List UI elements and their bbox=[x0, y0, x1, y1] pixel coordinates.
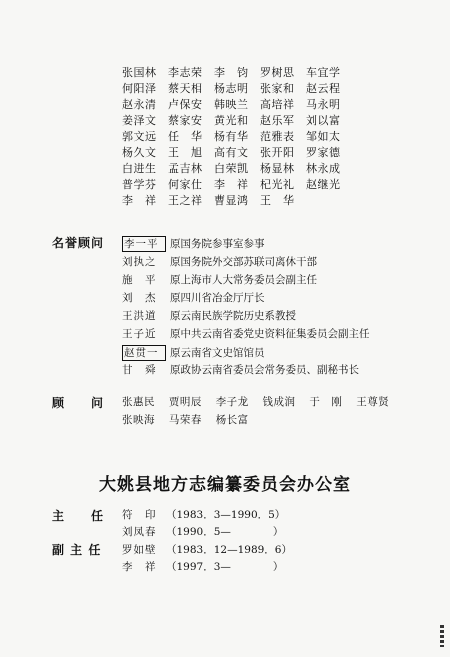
deputy-director-term: （1983．12—1989．6） bbox=[166, 544, 292, 556]
member-name: 李 祥 bbox=[122, 194, 157, 207]
member-name: 杨志明 bbox=[214, 82, 249, 95]
member-name: 李志荣 bbox=[168, 66, 203, 79]
consultant-name: 贾明辰 bbox=[168, 396, 202, 408]
member-name: 孟吉林 bbox=[168, 162, 203, 175]
member-name: 张国林 bbox=[122, 66, 157, 79]
advisor-name: 王子近 bbox=[122, 328, 157, 340]
member-name: 林永成 bbox=[306, 162, 341, 175]
honorary-advisor-row bbox=[122, 291, 265, 305]
member-name: 白进生 bbox=[122, 162, 157, 175]
member-name: 何阳泽 bbox=[122, 82, 157, 95]
director-name: 刘凤春 bbox=[122, 526, 157, 538]
member-name: 任 华 bbox=[168, 130, 203, 143]
member-name: 杨有华 bbox=[214, 130, 249, 143]
deputy-director-row bbox=[122, 543, 292, 557]
consultants-row-2 bbox=[122, 413, 259, 427]
director-term: （1990．5— ） bbox=[166, 526, 284, 538]
member-name: 李 祥 bbox=[214, 178, 249, 191]
office-title: 大姚县地方志编纂委员会办公室 bbox=[99, 475, 351, 495]
honorary-advisor-row bbox=[122, 327, 370, 341]
member-name: 黄光和 bbox=[214, 114, 249, 127]
director-row bbox=[122, 525, 283, 539]
member-name: 白荣凯 bbox=[214, 162, 249, 175]
consultant-name: 马荣春 bbox=[168, 414, 202, 426]
member-name: 杞光礼 bbox=[260, 178, 295, 191]
deputy-director-name: 李 祥 bbox=[122, 561, 157, 573]
consultant-name: 钱成润 bbox=[262, 396, 296, 408]
member-name: 王 旭 bbox=[168, 146, 203, 159]
member-name: 刘以富 bbox=[306, 114, 341, 127]
member-name: 李 钧 bbox=[214, 66, 249, 79]
director-label: 主 任 bbox=[52, 509, 105, 523]
advisor-title: 原国务院参事室参事 bbox=[170, 238, 265, 250]
honorary-advisor-row bbox=[122, 273, 317, 287]
consultant-name: 杨长富 bbox=[215, 414, 249, 426]
member-name: 邹如太 bbox=[306, 130, 341, 143]
member-name: 蔡天相 bbox=[168, 82, 203, 95]
member-name: 马永明 bbox=[306, 98, 341, 111]
member-name: 杨久文 bbox=[122, 146, 157, 159]
honorary-advisor-row bbox=[122, 255, 317, 269]
consultant-name: 张惠民 bbox=[122, 396, 155, 408]
advisor-title: 原云南省文史馆馆员 bbox=[170, 347, 265, 359]
member-name: 郭文远 bbox=[122, 130, 157, 143]
member-name: 蔡家安 bbox=[168, 114, 203, 127]
consultant-name: 张映海 bbox=[122, 414, 155, 426]
honorary-advisor-row bbox=[122, 309, 296, 323]
honorary-advisor-row bbox=[122, 236, 265, 252]
member-name: 何家仕 bbox=[168, 178, 203, 191]
member-name: 高培祥 bbox=[260, 98, 295, 111]
member-name: 范雅表 bbox=[260, 130, 295, 143]
member-name: 赵永清 bbox=[122, 98, 157, 111]
deputy-director-term: （1997．3— ） bbox=[166, 561, 284, 573]
member-name: 卢保安 bbox=[168, 98, 203, 111]
page-edge-mark bbox=[440, 625, 444, 647]
member-name: 姜泽文 bbox=[122, 114, 157, 127]
member-name: 张开阳 bbox=[260, 146, 295, 159]
member-name: 车宜学 bbox=[306, 66, 341, 79]
member-name: 张家和 bbox=[260, 82, 295, 95]
director-row bbox=[122, 508, 285, 522]
advisor-name: 李一平 bbox=[122, 236, 166, 252]
advisor-name: 刘 杰 bbox=[122, 292, 157, 304]
member-name: 普学芬 bbox=[122, 178, 157, 191]
advisor-name: 王洪道 bbox=[122, 310, 157, 322]
director-term: （1983．3—1990．5） bbox=[166, 509, 286, 521]
member-name: 王 华 bbox=[260, 194, 295, 207]
advisor-title: 原云南民族学院历史系教授 bbox=[170, 310, 296, 322]
advisor-title: 原上海市人大常务委员会副主任 bbox=[170, 274, 317, 286]
advisor-title: 原中共云南省委党史资料征集委员会副主任 bbox=[170, 328, 370, 340]
consultant-name: 王尊贤 bbox=[356, 396, 390, 408]
member-name: 罗树思 bbox=[260, 66, 295, 79]
deputy-director-name: 罗如壁 bbox=[122, 544, 157, 556]
honorary-advisors-label: 名誉顾问 bbox=[52, 236, 105, 250]
member-name: 曹显鸿 bbox=[214, 194, 249, 207]
member-name: 罗家德 bbox=[306, 146, 341, 159]
member-name: 赵乐军 bbox=[260, 114, 295, 127]
advisor-name: 赵贯一 bbox=[122, 345, 166, 361]
honorary-advisor-row bbox=[122, 363, 359, 377]
consultant-name: 于 刚 bbox=[309, 396, 343, 408]
deputy-director-label: 副 主 任 bbox=[52, 543, 102, 557]
advisor-title: 原国务院外交部苏联司离休干部 bbox=[170, 256, 317, 268]
advisor-name: 刘执之 bbox=[122, 256, 157, 268]
consultants-row-1 bbox=[122, 395, 399, 409]
advisor-title: 原四川省冶金厅厅长 bbox=[170, 292, 265, 304]
honorary-advisor-row bbox=[122, 345, 265, 361]
advisor-name: 甘 舜 bbox=[122, 364, 157, 376]
member-name: 杨显林 bbox=[260, 162, 295, 175]
consultant-name: 李子龙 bbox=[215, 396, 249, 408]
advisor-name: 施 平 bbox=[122, 274, 157, 286]
consultants-label: 顾 问 bbox=[52, 396, 105, 410]
advisor-title: 原政协云南省委员会常务委员、副秘书长 bbox=[170, 364, 359, 376]
member-names-grid bbox=[122, 66, 352, 208]
deputy-director-row bbox=[122, 560, 283, 574]
director-name: 符 印 bbox=[122, 509, 157, 521]
member-name: 王之祥 bbox=[168, 194, 203, 207]
member-name: 高有文 bbox=[214, 146, 249, 159]
member-name: 韩映兰 bbox=[214, 98, 249, 111]
member-name bbox=[306, 194, 352, 208]
member-name: 赵云程 bbox=[306, 82, 341, 95]
member-name: 赵继光 bbox=[306, 178, 341, 191]
